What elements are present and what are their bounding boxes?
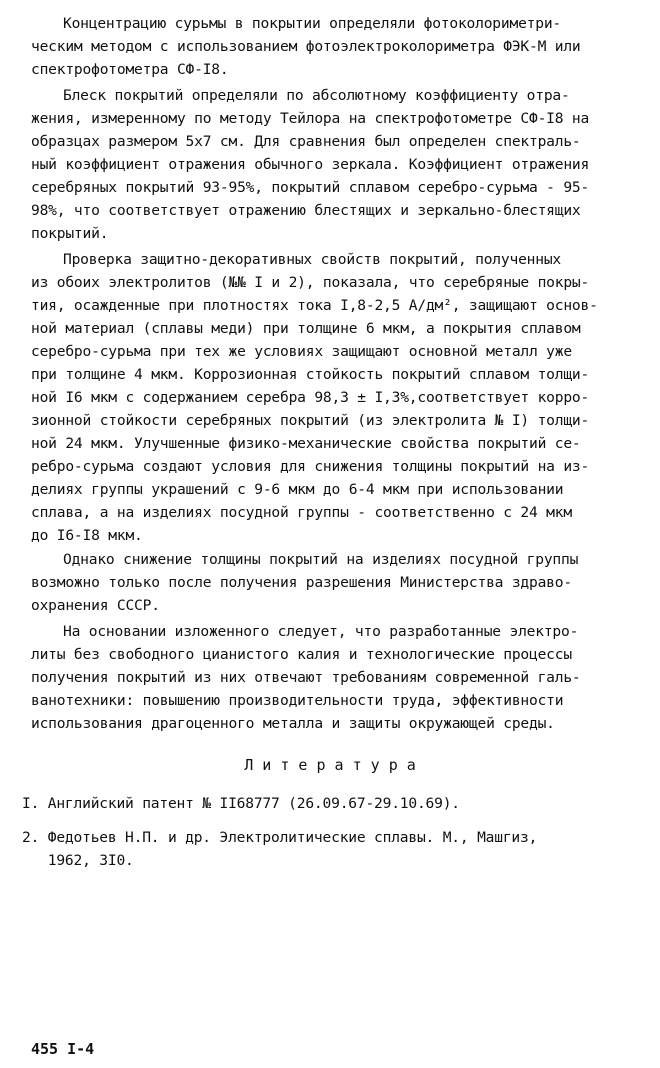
reference-item-1: I. Английский патент № II68777 (26.09.67-29.10.69).: [22, 795, 460, 812]
text-line: ванотехники: повышению производительности труда, эффективности: [31, 692, 564, 709]
text-line: Концентрацию сурьмы в покрытии определяли фотоколориметри-: [63, 15, 561, 32]
text-line: ческим методом с использованием фотоэлектроколориметра ФЭК-М или: [31, 38, 581, 55]
text-line: серебряных покрытий 93-95%, покрытий сплавом серебро-сурьма - 95-: [31, 179, 590, 196]
references-heading: Л и т е р а т у р а: [244, 756, 416, 774]
reference-item-2-continuation: 1962, 3I0.: [22, 852, 134, 869]
text-line: делиях группы украшений с 9-6 мкм до 6-4 мкм при использовании: [31, 481, 564, 498]
text-line: Однако снижение толщины покрытий на изделиях посудной группы: [63, 551, 579, 568]
text-line: охранения СССР.: [31, 597, 160, 614]
text-line: из обоих электролитов (№№ I и 2), показала, что серебряные покры-: [31, 274, 590, 291]
text-line: тия, осажденные при плотностях тока I,8-2,5 А/дм², защищают основ-: [31, 297, 598, 314]
text-line: получения покрытий из них отвечают требованиям современной галь-: [31, 669, 581, 686]
text-line: зионной стойкости серебряных покрытий (из электролита № I) толщи-: [31, 412, 590, 429]
text-line: ной материал (сплавы меди) при толщине 6 мкм, а покрытия сплавом: [31, 320, 581, 337]
text-line: серебро-сурьма при тех же условиях защищают основной металл уже: [31, 343, 572, 360]
text-line: ребро-сурьма создают условия для снижения толщины покрытий на из-: [31, 458, 590, 475]
text-line: возможно только после получения разрешения Министерства здраво-: [31, 574, 572, 591]
text-line: при толщине 4 мкм. Коррозионная стойкость покрытий сплавом толщи-: [31, 366, 590, 383]
text-line: литы без свободного цианистого калия и технологические процессы: [31, 646, 572, 663]
text-line: спектрофотометра СФ-I8.: [31, 61, 229, 78]
page-number: 455 I-4: [31, 1040, 95, 1058]
text-line: 98%, что соответствует отражению блестящих и зеркально-блестящих: [31, 202, 581, 219]
text-line: Проверка защитно-декоративных свойств покрытий, полученных: [63, 251, 561, 268]
text-line: сплава, а на изделиях посудной группы - соответственно с 24 мкм: [31, 504, 572, 521]
text-line: На основании изложенного следует, что разработанные электро-: [63, 623, 579, 640]
text-line: образцах размером 5х7 см. Для сравнения был определен спектраль-: [31, 133, 581, 150]
text-line: покрытий.: [31, 225, 109, 242]
text-line: использования драгоценного металла и защиты окружающей среды.: [31, 715, 555, 732]
reference-item-2: 2. Федотьев Н.П. и др. Электролитические сплавы. М., Машгиз,: [22, 829, 538, 846]
text-line: Блеск покрытий определяли по абсолютному коэффициенту отра-: [63, 87, 570, 104]
text-line: до I6-I8 мкм.: [31, 527, 143, 544]
text-line: жения, измеренному по методу Тейлора на спектрофотометре СФ-I8 на: [31, 110, 590, 127]
text-line: ный коэффициент отражения обычного зеркала. Коэффициент отражения: [31, 156, 590, 173]
text-line: ной 24 мкм. Улучшенные физико-механические свойства покрытий се-: [31, 435, 581, 452]
text-line: ной I6 мкм с содержанием серебра 98,3 ± I,3%,соответствует корро-: [31, 389, 590, 406]
